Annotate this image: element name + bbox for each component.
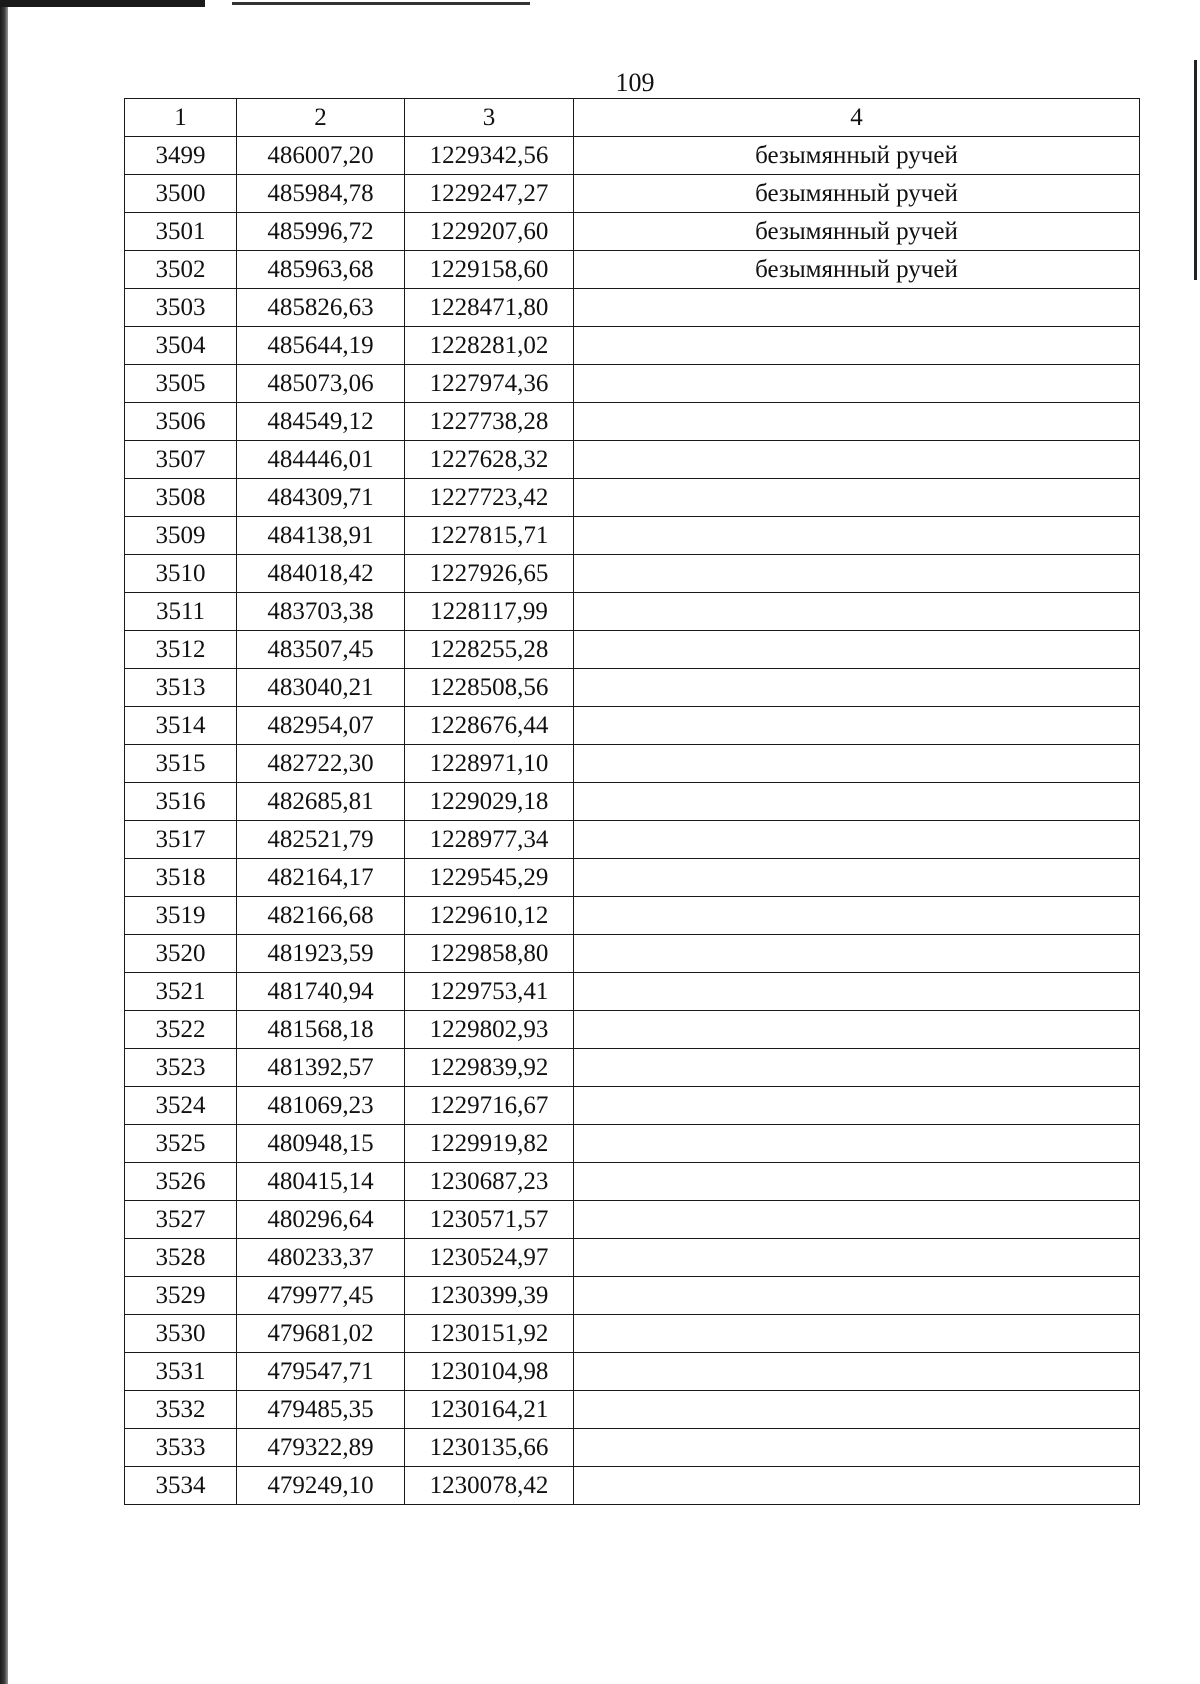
cell-x-coordinate: 483703,38	[237, 593, 405, 631]
cell-point-number: 3527	[125, 1201, 237, 1239]
cell-x-coordinate: 479681,02	[237, 1315, 405, 1353]
cell-x-coordinate: 481740,94	[237, 973, 405, 1011]
cell-description	[574, 593, 1140, 631]
cell-y-coordinate: 1229919,82	[405, 1125, 574, 1163]
cell-x-coordinate: 479977,45	[237, 1277, 405, 1315]
cell-x-coordinate: 479249,10	[237, 1467, 405, 1505]
cell-point-number: 3502	[125, 251, 237, 289]
cell-x-coordinate: 484138,91	[237, 517, 405, 555]
cell-x-coordinate: 483507,45	[237, 631, 405, 669]
cell-point-number: 3533	[125, 1429, 237, 1467]
cell-point-number: 3521	[125, 973, 237, 1011]
table-row	[125, 897, 1140, 935]
cell-description	[574, 1429, 1140, 1467]
cell-y-coordinate: 1229839,92	[405, 1049, 574, 1087]
cell-x-coordinate: 481069,23	[237, 1087, 405, 1125]
cell-point-number: 3499	[125, 137, 237, 175]
cell-y-coordinate: 1227738,28	[405, 403, 574, 441]
cell-point-number: 3514	[125, 707, 237, 745]
cell-point-number: 3510	[125, 555, 237, 593]
cell-description	[574, 1011, 1140, 1049]
cell-x-coordinate: 479485,35	[237, 1391, 405, 1429]
cell-y-coordinate: 1230151,92	[405, 1315, 574, 1353]
cell-x-coordinate: 484446,01	[237, 441, 405, 479]
cell-y-coordinate: 1227815,71	[405, 517, 574, 555]
cell-description	[574, 745, 1140, 783]
scan-edge-right	[1194, 60, 1197, 280]
cell-point-number: 3534	[125, 1467, 237, 1505]
cell-point-number: 3511	[125, 593, 237, 631]
cell-point-number: 3505	[125, 365, 237, 403]
column-header-x: 2	[237, 99, 405, 137]
cell-description	[574, 555, 1140, 593]
cell-y-coordinate: 1229753,41	[405, 973, 574, 1011]
cell-x-coordinate: 480948,15	[237, 1125, 405, 1163]
cell-y-coordinate: 1228971,10	[405, 745, 574, 783]
cell-x-coordinate: 484018,42	[237, 555, 405, 593]
cell-y-coordinate: 1228117,99	[405, 593, 574, 631]
table-row	[125, 1353, 1140, 1391]
cell-y-coordinate: 1230399,39	[405, 1277, 574, 1315]
table-row	[125, 707, 1140, 745]
cell-x-coordinate: 479547,71	[237, 1353, 405, 1391]
cell-description	[574, 403, 1140, 441]
table-row	[125, 403, 1140, 441]
cell-description	[574, 1239, 1140, 1277]
cell-x-coordinate: 482954,07	[237, 707, 405, 745]
table-row	[125, 973, 1140, 1011]
cell-point-number: 3532	[125, 1391, 237, 1429]
cell-description	[574, 479, 1140, 517]
table-row	[125, 631, 1140, 669]
table-row	[125, 251, 1140, 289]
cell-y-coordinate: 1228977,34	[405, 821, 574, 859]
table-row	[125, 365, 1140, 403]
cell-y-coordinate: 1228255,28	[405, 631, 574, 669]
cell-x-coordinate: 482521,79	[237, 821, 405, 859]
cell-y-coordinate: 1230164,21	[405, 1391, 574, 1429]
cell-point-number: 3503	[125, 289, 237, 327]
table-row	[125, 1239, 1140, 1277]
table-header-row	[125, 99, 1140, 137]
cell-y-coordinate: 1230687,23	[405, 1163, 574, 1201]
table-row	[125, 593, 1140, 631]
cell-x-coordinate: 484549,12	[237, 403, 405, 441]
cell-point-number: 3528	[125, 1239, 237, 1277]
table-row	[125, 289, 1140, 327]
cell-description	[574, 859, 1140, 897]
table-row	[125, 137, 1140, 175]
cell-x-coordinate: 481568,18	[237, 1011, 405, 1049]
cell-y-coordinate: 1228281,02	[405, 327, 574, 365]
cell-y-coordinate: 1229029,18	[405, 783, 574, 821]
cell-y-coordinate: 1228676,44	[405, 707, 574, 745]
table-row	[125, 479, 1140, 517]
cell-point-number: 3500	[125, 175, 237, 213]
cell-point-number: 3530	[125, 1315, 237, 1353]
table-row	[125, 821, 1140, 859]
cell-y-coordinate: 1227723,42	[405, 479, 574, 517]
cell-y-coordinate: 1229247,27	[405, 175, 574, 213]
cell-y-coordinate: 1227628,32	[405, 441, 574, 479]
cell-point-number: 3525	[125, 1125, 237, 1163]
table-row	[125, 783, 1140, 821]
cell-x-coordinate: 482164,17	[237, 859, 405, 897]
cell-y-coordinate: 1227926,65	[405, 555, 574, 593]
cell-y-coordinate: 1229858,80	[405, 935, 574, 973]
cell-x-coordinate: 485826,63	[237, 289, 405, 327]
cell-description	[574, 441, 1140, 479]
cell-x-coordinate: 482722,30	[237, 745, 405, 783]
cell-point-number: 3501	[125, 213, 237, 251]
cell-x-coordinate: 480233,37	[237, 1239, 405, 1277]
cell-point-number: 3529	[125, 1277, 237, 1315]
cell-point-number: 3508	[125, 479, 237, 517]
table-row	[125, 1277, 1140, 1315]
cell-description	[574, 1467, 1140, 1505]
cell-y-coordinate: 1230524,97	[405, 1239, 574, 1277]
cell-point-number: 3509	[125, 517, 237, 555]
table-row	[125, 1087, 1140, 1125]
table-row	[125, 1429, 1140, 1467]
cell-y-coordinate: 1227974,36	[405, 365, 574, 403]
cell-description	[574, 1315, 1140, 1353]
cell-y-coordinate: 1229716,67	[405, 1087, 574, 1125]
cell-x-coordinate: 483040,21	[237, 669, 405, 707]
cell-point-number: 3524	[125, 1087, 237, 1125]
cell-x-coordinate: 484309,71	[237, 479, 405, 517]
cell-description	[574, 821, 1140, 859]
cell-description	[574, 289, 1140, 327]
cell-description	[574, 783, 1140, 821]
cell-y-coordinate: 1229802,93	[405, 1011, 574, 1049]
table-row	[125, 859, 1140, 897]
scan-edge-left	[0, 0, 8, 1684]
cell-point-number: 3526	[125, 1163, 237, 1201]
table-row	[125, 1315, 1140, 1353]
cell-point-number: 3512	[125, 631, 237, 669]
cell-description	[574, 631, 1140, 669]
cell-x-coordinate: 481392,57	[237, 1049, 405, 1087]
table-row	[125, 555, 1140, 593]
cell-y-coordinate: 1228471,80	[405, 289, 574, 327]
cell-y-coordinate: 1230135,66	[405, 1429, 574, 1467]
cell-description	[574, 897, 1140, 935]
column-header-point: 1	[125, 99, 237, 137]
cell-x-coordinate: 482685,81	[237, 783, 405, 821]
cell-description	[574, 935, 1140, 973]
cell-y-coordinate: 1229158,60	[405, 251, 574, 289]
table-row	[125, 1391, 1140, 1429]
cell-description: безымянный ручей	[574, 175, 1140, 213]
cell-y-coordinate: 1229207,60	[405, 213, 574, 251]
cell-point-number: 3516	[125, 783, 237, 821]
cell-description	[574, 669, 1140, 707]
scan-edge-top-line	[232, 2, 530, 5]
cell-description	[574, 1163, 1140, 1201]
cell-y-coordinate: 1229545,29	[405, 859, 574, 897]
cell-y-coordinate: 1230571,57	[405, 1201, 574, 1239]
cell-description	[574, 973, 1140, 1011]
cell-description	[574, 1353, 1140, 1391]
cell-description: безымянный ручей	[574, 213, 1140, 251]
cell-description	[574, 1201, 1140, 1239]
cell-x-coordinate: 485996,72	[237, 213, 405, 251]
table-row	[125, 1163, 1140, 1201]
table-row	[125, 935, 1140, 973]
cell-description	[574, 1277, 1140, 1315]
cell-point-number: 3523	[125, 1049, 237, 1087]
cell-point-number: 3522	[125, 1011, 237, 1049]
cell-x-coordinate: 480415,14	[237, 1163, 405, 1201]
table-row	[125, 1125, 1140, 1163]
cell-point-number: 3517	[125, 821, 237, 859]
cell-point-number: 3506	[125, 403, 237, 441]
cell-x-coordinate: 486007,20	[237, 137, 405, 175]
table-row	[125, 175, 1140, 213]
cell-x-coordinate: 485644,19	[237, 327, 405, 365]
table-row	[125, 745, 1140, 783]
cell-description	[574, 1049, 1140, 1087]
cell-x-coordinate: 485984,78	[237, 175, 405, 213]
cell-description	[574, 327, 1140, 365]
cell-x-coordinate: 479322,89	[237, 1429, 405, 1467]
cell-point-number: 3504	[125, 327, 237, 365]
table-row	[125, 441, 1140, 479]
cell-y-coordinate: 1230104,98	[405, 1353, 574, 1391]
table-row	[125, 1467, 1140, 1505]
table-row	[125, 327, 1140, 365]
cell-description	[574, 707, 1140, 745]
table-row	[125, 669, 1140, 707]
table-row	[125, 213, 1140, 251]
cell-point-number: 3515	[125, 745, 237, 783]
cell-y-coordinate: 1229342,56	[405, 137, 574, 175]
cell-description	[574, 517, 1140, 555]
cell-description	[574, 1087, 1140, 1125]
column-header-y: 3	[405, 99, 574, 137]
cell-x-coordinate: 482166,68	[237, 897, 405, 935]
column-header-description: 4	[574, 99, 1140, 137]
cell-y-coordinate: 1229610,12	[405, 897, 574, 935]
cell-point-number: 3507	[125, 441, 237, 479]
cell-point-number: 3519	[125, 897, 237, 935]
table-row	[125, 1049, 1140, 1087]
cell-point-number: 3518	[125, 859, 237, 897]
cell-point-number: 3520	[125, 935, 237, 973]
cell-y-coordinate: 1228508,56	[405, 669, 574, 707]
table-body	[125, 137, 1140, 1505]
cell-description	[574, 1125, 1140, 1163]
table-row	[125, 1201, 1140, 1239]
table-row	[125, 517, 1140, 555]
cell-description: безымянный ручей	[574, 251, 1140, 289]
cell-x-coordinate: 481923,59	[237, 935, 405, 973]
cell-point-number: 3531	[125, 1353, 237, 1391]
cell-description: безымянный ручей	[574, 137, 1140, 175]
cell-y-coordinate: 1230078,42	[405, 1467, 574, 1505]
table-row	[125, 1011, 1140, 1049]
page-number: 109	[615, 68, 655, 97]
cell-point-number: 3513	[125, 669, 237, 707]
cell-description	[574, 365, 1140, 403]
cell-description	[574, 1391, 1140, 1429]
cell-x-coordinate: 485963,68	[237, 251, 405, 289]
scan-edge-top	[0, 0, 205, 7]
cell-x-coordinate: 485073,06	[237, 365, 405, 403]
cell-x-coordinate: 480296,64	[237, 1201, 405, 1239]
coordinates-table	[124, 98, 1140, 1505]
